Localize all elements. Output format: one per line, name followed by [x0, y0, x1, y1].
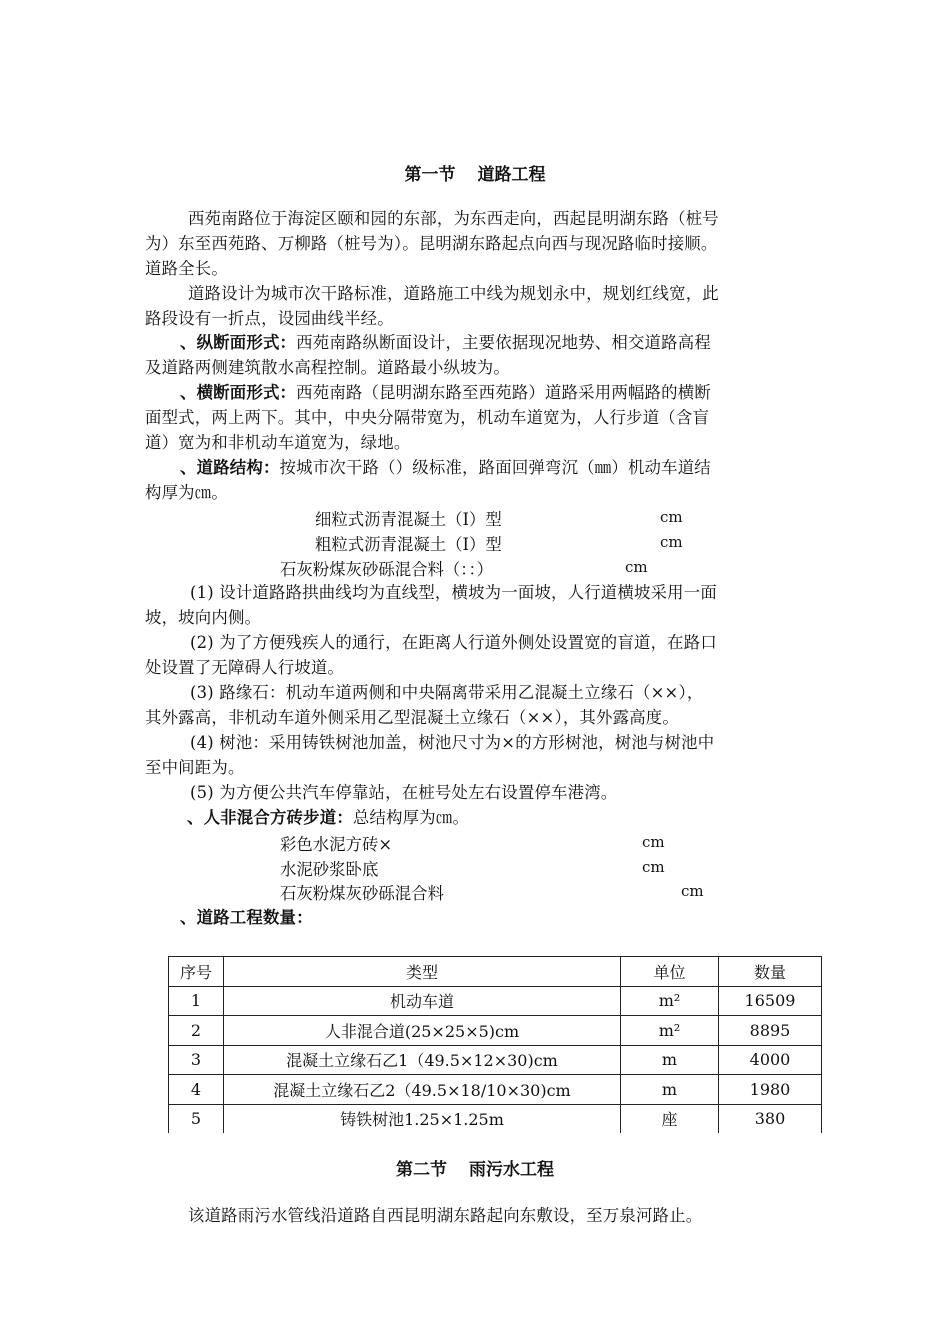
- table-cell: 铸铁树池1.25×1.25m: [224, 1104, 621, 1133]
- section-label: 、横断面形式：: [180, 383, 297, 402]
- section-label: 、纵断面形式：: [180, 333, 297, 352]
- paragraph-text: 按城市次干路（）级标准，路面回弹弯沉（㎜）机动车道结: [279, 458, 711, 477]
- table-cell: 4: [169, 1075, 224, 1105]
- table-cell: 8895: [719, 1016, 822, 1046]
- table-row: [169, 1045, 822, 1075]
- quantity-table: [168, 956, 822, 1133]
- table-cell: 混凝土立缘石乙1（49.5×12×30)cm: [224, 1045, 621, 1075]
- paragraph-line: [145, 381, 845, 406]
- table-row: [169, 986, 822, 1016]
- layer-unit: cm: [625, 558, 648, 576]
- table-header-row: [169, 957, 822, 987]
- paragraph-line: [145, 806, 852, 831]
- layer-name: 细粒式沥青混凝土（Ⅰ）型: [315, 510, 502, 529]
- paragraph-line: 道路全长。: [145, 259, 228, 278]
- table-cell: m²: [621, 986, 719, 1016]
- paragraph-line: 西苑南路位于海淀区颐和园的东部，为东西走向，西起昆明湖东路（桩号: [188, 209, 719, 228]
- table-header-cell: 类型: [224, 957, 621, 987]
- layer-name: 彩色水泥方砖×: [280, 835, 393, 854]
- layer-name: 石灰粉煤灰砂砾混合料: [280, 884, 444, 903]
- table-cell: 5: [169, 1104, 224, 1133]
- layer-unit: cm: [681, 882, 704, 900]
- paragraph-line: 其外露高，非机动车道外侧采用乙型混凝土立缘石（××），其外露高度。: [145, 708, 679, 727]
- paragraph-text: 总结构厚为㎝。: [352, 808, 470, 827]
- table-cell: m: [621, 1045, 719, 1075]
- paragraph-text: 西苑南路（昆明湖东路至西苑路）道路采用两幅路的横断: [296, 383, 711, 402]
- table-cell: 1980: [719, 1075, 822, 1105]
- section-heading-2: [0, 1155, 950, 1180]
- section-title: 雨污水工程: [469, 1160, 554, 1180]
- layer-name: 水泥砂浆卧底: [280, 860, 379, 879]
- paragraph-line: 至中间距为。: [145, 758, 245, 777]
- table-header-cell: 单位: [621, 957, 719, 987]
- paragraph-line: 处设置了无障碍人行坡道。: [145, 658, 345, 677]
- table-row: [169, 1075, 822, 1105]
- layer-unit: cm: [642, 858, 665, 876]
- table-cell: 4000: [719, 1045, 822, 1075]
- paragraph-line: [145, 331, 845, 356]
- table-cell: 机动车道: [224, 986, 621, 1016]
- layer-unit: cm: [660, 508, 683, 526]
- section-label: 、人非混合方砖步道：: [187, 808, 353, 827]
- paragraph-line: (5) 为方便公共汽车停靠站，在桩号处左右设置停车港湾。: [190, 783, 618, 802]
- paragraph-line: 为）东至西苑路、万柳路（桩号为）。昆明湖东路起点向西与现况路临时接顺。: [145, 234, 718, 253]
- layer-unit: cm: [660, 533, 683, 551]
- table-cell: 380: [719, 1104, 822, 1133]
- table-row: [169, 1104, 822, 1133]
- table-cell: 16509: [719, 986, 822, 1016]
- table-cell: 3: [169, 1045, 224, 1075]
- table-header-cell: 数量: [719, 957, 822, 987]
- paragraph-line: 及道路两侧建筑散水高程控制。道路最小纵坡为。: [145, 358, 510, 377]
- paragraph-line: 道路设计为城市次干路标准，道路施工中线为规划永中，规划红线宽，此: [188, 284, 719, 303]
- paragraph-line: [145, 456, 845, 481]
- table-cell: 混凝土立缘石乙2（49.5×18/10×30)cm: [224, 1075, 621, 1105]
- table-cell: m: [621, 1075, 719, 1105]
- section-title: 道路工程: [477, 165, 546, 185]
- paragraph-line: 坡，坡向内侧。: [145, 608, 262, 627]
- paragraph-line: (3) 路缘石：机动车道两侧和中央隔离带采用乙混凝土立缘石（××），: [190, 683, 704, 702]
- layer-name: 粗粒式沥青混凝土（Ⅰ）型: [315, 535, 502, 554]
- paragraph-line: (1) 设计道路路拱曲线均为直线型，横坡为一面坡，人行道横坡采用一面: [190, 583, 717, 602]
- table-cell: 座: [621, 1104, 719, 1133]
- paragraph-line: (2) 为了方便残疾人的通行，在距离人行道外侧处设置宽的盲道，在路口: [190, 633, 717, 652]
- paragraph-text: 西苑南路纵断面设计，主要依据现况地势、相交道路高程: [296, 333, 711, 352]
- paragraph-line: 道）宽为和非机动车道宽为，绿地。: [145, 433, 411, 452]
- section-number: 第二节: [396, 1160, 447, 1180]
- layer-name: 石灰粉煤灰砂砾混合料（：：）: [280, 560, 494, 579]
- section-heading-1: [0, 160, 950, 185]
- paragraph-line: 路段设有一折点，设园曲线半经。: [145, 309, 394, 328]
- table-row: [169, 1016, 822, 1046]
- paragraph-line: (4) 树池：采用铸铁树池加盖，树池尺寸为×的方形树池，树池与树池中: [190, 733, 715, 752]
- paragraph-line: 面型式，两上两下。其中，中央分隔带宽为，机动车道宽为，人行步道（含盲: [145, 408, 710, 427]
- paragraph-line: 该道路雨污水管线沿道路自西昆明湖东路起向东敷设，至万泉河路止。: [188, 1206, 703, 1225]
- table-cell: 2: [169, 1016, 224, 1046]
- table-cell: m²: [621, 1016, 719, 1046]
- section-label: 、道路结构：: [180, 458, 280, 477]
- quantity-label: 、道路工程数量：: [180, 908, 313, 927]
- table-cell: 1: [169, 986, 224, 1016]
- layer-unit: cm: [642, 833, 665, 851]
- table-cell: 人非混合道(25×25×5)cm: [224, 1016, 621, 1046]
- paragraph-line: 构厚为㎝。: [145, 483, 228, 502]
- table-header-cell: 序号: [169, 957, 224, 987]
- section-number: 第一节: [404, 165, 456, 185]
